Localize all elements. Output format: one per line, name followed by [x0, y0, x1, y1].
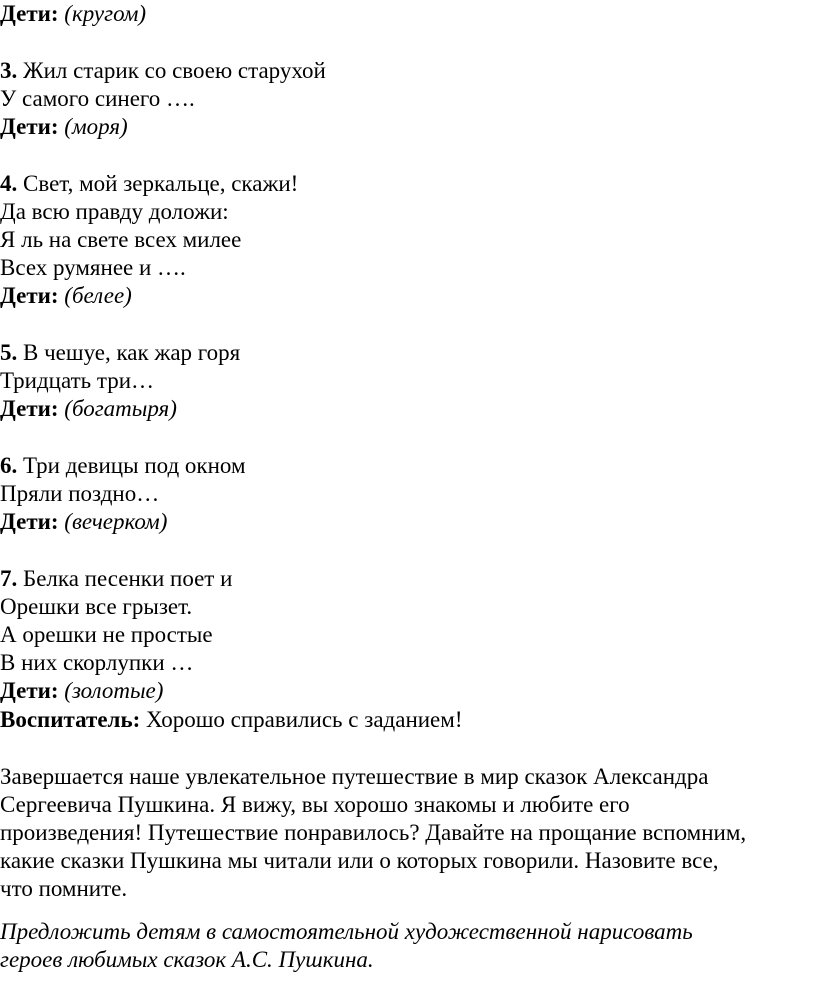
- verse-text: У самого синего ….: [0, 86, 195, 111]
- closing-line-3: произведения! Путешествие понравилось? Давайте на прощание вспомним,: [0, 820, 747, 845]
- verse-text: Белка песенки поет и: [23, 566, 233, 591]
- q5-line-2: [0, 367, 154, 395]
- answer-label: Дети:: [0, 1, 59, 26]
- q4-line-1: [0, 170, 298, 198]
- verse-text: Пряли поздно…: [0, 481, 160, 506]
- q5-line-1: [0, 339, 240, 367]
- q4-line-4: [0, 254, 186, 282]
- verse-text: А орешки не простые: [0, 622, 213, 647]
- answer-text: (золотые): [64, 678, 164, 703]
- q2-answer-line: [0, 0, 146, 28]
- teacher-line: [0, 706, 462, 734]
- q7-line-1: [0, 565, 232, 593]
- answer-label: Дети:: [0, 283, 59, 308]
- q7-answer-line: [0, 677, 163, 705]
- answer-label: Дети:: [0, 114, 59, 139]
- q3-answer-line: [0, 113, 128, 141]
- question-number: 7.: [0, 566, 18, 591]
- q4-answer-line: [0, 282, 132, 310]
- verse-text: Да всю правду доложи:: [0, 199, 229, 224]
- q7-line-3: [0, 621, 213, 649]
- instruction-line-1: Предложить детям в самостоятельной художественной нарисовать: [0, 919, 693, 944]
- teacher-text: Хорошо справились с заданием!: [146, 707, 463, 732]
- answer-text: (моря): [64, 114, 128, 139]
- question-number: 3.: [0, 58, 18, 83]
- q5-answer-line: [0, 395, 177, 423]
- question-number: 6.: [0, 453, 18, 478]
- verse-text: Тридцать три…: [0, 368, 155, 393]
- verse-text: Всех румянее и ….: [0, 255, 186, 280]
- q6-answer-line: [0, 508, 167, 536]
- verse-text: Жил старик со своею старухой: [23, 58, 326, 83]
- verse-text: В них скорлупки …: [0, 650, 194, 675]
- q7-line-4: [0, 649, 193, 677]
- q4-line-3: [0, 226, 241, 254]
- verse-text: Свет, мой зеркальце, скажи!: [23, 171, 299, 196]
- closing-line-1: Завершается наше увлекательное путешествие в мир сказок Александра: [0, 764, 709, 789]
- q6-line-1: [0, 452, 246, 480]
- answer-label: Дети:: [0, 509, 59, 534]
- answer-label: Дети:: [0, 678, 59, 703]
- answer-text: (кругом): [64, 1, 147, 26]
- verse-text: Орешки все грызет.: [0, 594, 193, 619]
- q4-line-2: [0, 198, 229, 226]
- answer-label: Дети:: [0, 396, 59, 421]
- closing-line-5: что помните.: [0, 876, 128, 901]
- answer-text: (вечерком): [64, 509, 168, 534]
- instruction-line-2: героев любимых сказок А.С. Пушкина.: [0, 947, 374, 972]
- verse-text: Три девицы под окном: [23, 453, 246, 478]
- question-number: 5.: [0, 340, 18, 365]
- closing-line-4: какие сказки Пушкина мы читали или о которых говорили. Назовите все,: [0, 848, 719, 873]
- answer-text: (богатыря): [64, 396, 177, 421]
- q3-line-2: [0, 85, 195, 113]
- question-number: 4.: [0, 171, 18, 196]
- q3-line-1: [0, 57, 326, 85]
- teacher-label: Воспитатель:: [0, 707, 141, 732]
- q6-line-2: [0, 480, 159, 508]
- verse-text: Я ль на свете всех милее: [0, 227, 242, 252]
- q7-line-2: [0, 593, 192, 621]
- answer-text: (белее): [64, 283, 132, 308]
- closing-line-2: Сергеевича Пушкина. Я вижу, вы хорошо знакомы и любите его: [0, 792, 630, 817]
- verse-text: В чешуе, как жар горя: [23, 340, 241, 365]
